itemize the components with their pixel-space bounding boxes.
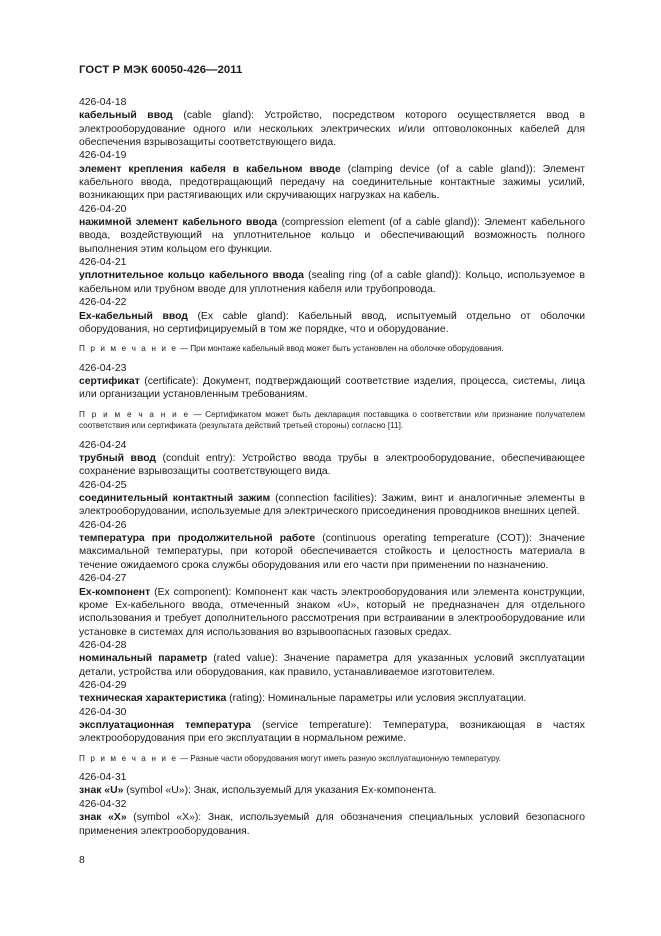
term-code: 426-04-19 <box>79 150 127 162</box>
term-definition <box>79 784 585 797</box>
term-entry-426-04-19 <box>79 149 585 202</box>
term-entry-426-04-29 <box>79 679 585 706</box>
term-text: (Ex cable gland): Кабельный ввод, испытуемый отдельно от оболочки оборудования, но сертифицируемый в том же порядке, что и оборудование. <box>79 310 586 335</box>
term-entry-426-04-24 <box>79 439 585 479</box>
term-note <box>79 409 585 432</box>
term-text: (continuous operating temperature (COT)): Значение максимальной температуры, при которой обеспечивается стойкость и целостность материала в течение ожидаемого срока службы оборудования или его части при применении по назначению. <box>79 533 585 571</box>
term-name: элемент крепления кабеля в кабельном вводе <box>79 163 341 175</box>
term-entry-426-04-18 <box>79 96 585 149</box>
term-name: знак «X» <box>79 812 127 824</box>
term-code: 426-04-32 <box>79 798 127 810</box>
term-code: 426-04-27 <box>79 573 127 585</box>
term-definition <box>79 492 585 519</box>
term-note <box>79 753 585 765</box>
term-entry-426-04-32 <box>79 798 585 838</box>
document-header: ГОСТ Р МЭК 60050-426—2011 <box>79 64 243 76</box>
term-entry-426-04-27 <box>79 572 585 639</box>
term-text: (sealing ring (of a cable gland)): Кольцо, используемое в кабельном или трубном вводе для уплотнения кабеля или трубопровода. <box>79 270 585 295</box>
term-text: (symbol «U»): Знак, используемый для указания Ex-компонента. <box>123 785 437 797</box>
term-code: 426-04-25 <box>79 479 127 491</box>
term-code: 426-04-21 <box>79 257 127 269</box>
note-label: П р и м е ч а н и е <box>79 344 178 354</box>
term-text: (Ex component): Компонент как часть электрооборудования или элемента конструкции, кроме Ex-кабельного ввода, отмеченный знаком «U», который не предназначен для отдельного использования и требует дополнительного рассмотрения при встраивании в электрооборудование или установке в системах для использования во взрывоопасных газовых средах. <box>79 586 585 638</box>
term-name: трубный ввод <box>79 453 157 465</box>
note-text: — При монтаже кабельный ввод может быть установлен на оболочке оборудования. <box>177 344 504 354</box>
term-code: 426-04-31 <box>79 772 127 784</box>
term-name: Ex-кабельный ввод <box>79 310 188 322</box>
term-name: нажимной элемент кабельного ввода <box>79 217 278 229</box>
note-text: — Разные части оборудования могут иметь разную эксплуатационную температуру. <box>177 753 502 763</box>
term-definition <box>79 163 585 203</box>
terms-list <box>79 96 585 838</box>
term-definition <box>79 216 585 256</box>
term-text: (clamping device (of a cable gland)): Элемент кабельного ввода, предотвращающий передачу на соединительные контактные зажимы усилий, возникающих при растягивающих или скручивающих нагрузках на кабель. <box>79 163 585 202</box>
term-note <box>79 343 585 355</box>
term-entry-426-04-22 <box>79 296 585 355</box>
term-definition <box>79 375 585 402</box>
term-name: соединительный контактный зажим <box>79 493 271 505</box>
term-name: эксплуатационная температура <box>79 719 251 731</box>
term-name: номинальный параметр <box>79 653 208 665</box>
term-code: 426-04-28 <box>79 639 127 651</box>
page-number: 8 <box>79 855 85 866</box>
term-entry-426-04-25 <box>79 479 585 519</box>
term-name: знак «U» <box>79 785 124 797</box>
term-code: 426-04-30 <box>79 706 127 718</box>
term-text: (connection facilities): Зажим, винт и аналогичные элементы в электрооборудовании, используемые для электрического присоединения проводников внешних цепей. <box>79 493 585 518</box>
term-definition <box>79 586 585 639</box>
term-entry-426-04-31 <box>79 771 585 798</box>
term-definition <box>79 692 585 705</box>
term-entry-426-04-28 <box>79 639 585 679</box>
term-entry-426-04-26 <box>79 519 585 572</box>
term-definition <box>79 310 585 337</box>
term-name: сертификат <box>79 376 140 388</box>
term-entry-426-04-21 <box>79 256 585 296</box>
term-text: (certificate): Документ, подтверждающий соответствие изделия, процесса, системы, лица или организации установленным требованиям. <box>79 376 585 401</box>
term-name: уплотнительное кольцо кабельного ввода <box>79 270 304 282</box>
term-text: (service temperature): Температура, возникающая в частях электрооборудования при его эксплуатации в нормальном режиме. <box>79 719 585 745</box>
term-definition <box>79 269 585 296</box>
term-definition <box>79 109 585 149</box>
term-code: 426-04-23 <box>79 362 127 374</box>
term-text: (rating): Номинальные параметры или условия эксплуатации. <box>226 693 527 705</box>
term-code: 426-04-20 <box>79 203 127 215</box>
term-definition <box>79 719 585 746</box>
term-code: 426-04-24 <box>79 439 127 451</box>
term-text: (compression element (of a cable gland)): Элемент кабельного ввода, воздействующий на уплотнительное кольцо и обеспечивающий возможность полного выполнения этим кольцом его функции. <box>79 217 585 255</box>
term-text: (symbol «X»): Знак, используемый для обозначения специальных условий безопасного применения электрооборудования. <box>79 812 585 837</box>
term-entry-426-04-30 <box>79 706 585 765</box>
term-definition <box>79 452 585 479</box>
term-entry-426-04-20 <box>79 203 585 256</box>
term-text: (cable gland): Устройство, посредством которого осуществляется ввод в электрооборудование одного или нескольких электрических и/или оптоволоконных кабелей для обеспечения взрывозащиты соответствующего вида. <box>79 110 585 149</box>
term-code: 426-04-22 <box>79 297 127 309</box>
term-definition <box>79 652 585 679</box>
term-text: (rated value): Значение параметра для указанных условий эксплуатации детали, устройства или оборудования, как правило, устанавливаемое изготовителем. <box>79 653 585 678</box>
term-text: (conduit entry): Устройство ввода трубы в электрооборудование, обеспечивающее сохранение взрывозащиты соответствующего вида. <box>79 453 585 478</box>
note-label: П р и м е ч а н и е <box>79 409 190 419</box>
term-definition <box>79 811 585 838</box>
term-definition <box>79 532 585 572</box>
term-name: Ex-компонент <box>79 586 151 598</box>
note-text: — Сертификатом может быть декларация поставщика о соответствии или признание получателем соответствия или сертификата (результата действий третьей стороны) согласно [11]. <box>79 409 585 431</box>
term-code: 426-04-29 <box>79 679 127 691</box>
term-entry-426-04-23 <box>79 362 585 432</box>
term-code: 426-04-18 <box>79 97 127 108</box>
term-name: техническая характеристика <box>79 693 227 705</box>
term-code: 426-04-26 <box>79 519 127 531</box>
term-name: температура при продолжительной работе <box>79 533 316 545</box>
term-name: кабельный ввод <box>79 110 173 122</box>
note-label: П р и м е ч а н и е <box>79 753 178 763</box>
